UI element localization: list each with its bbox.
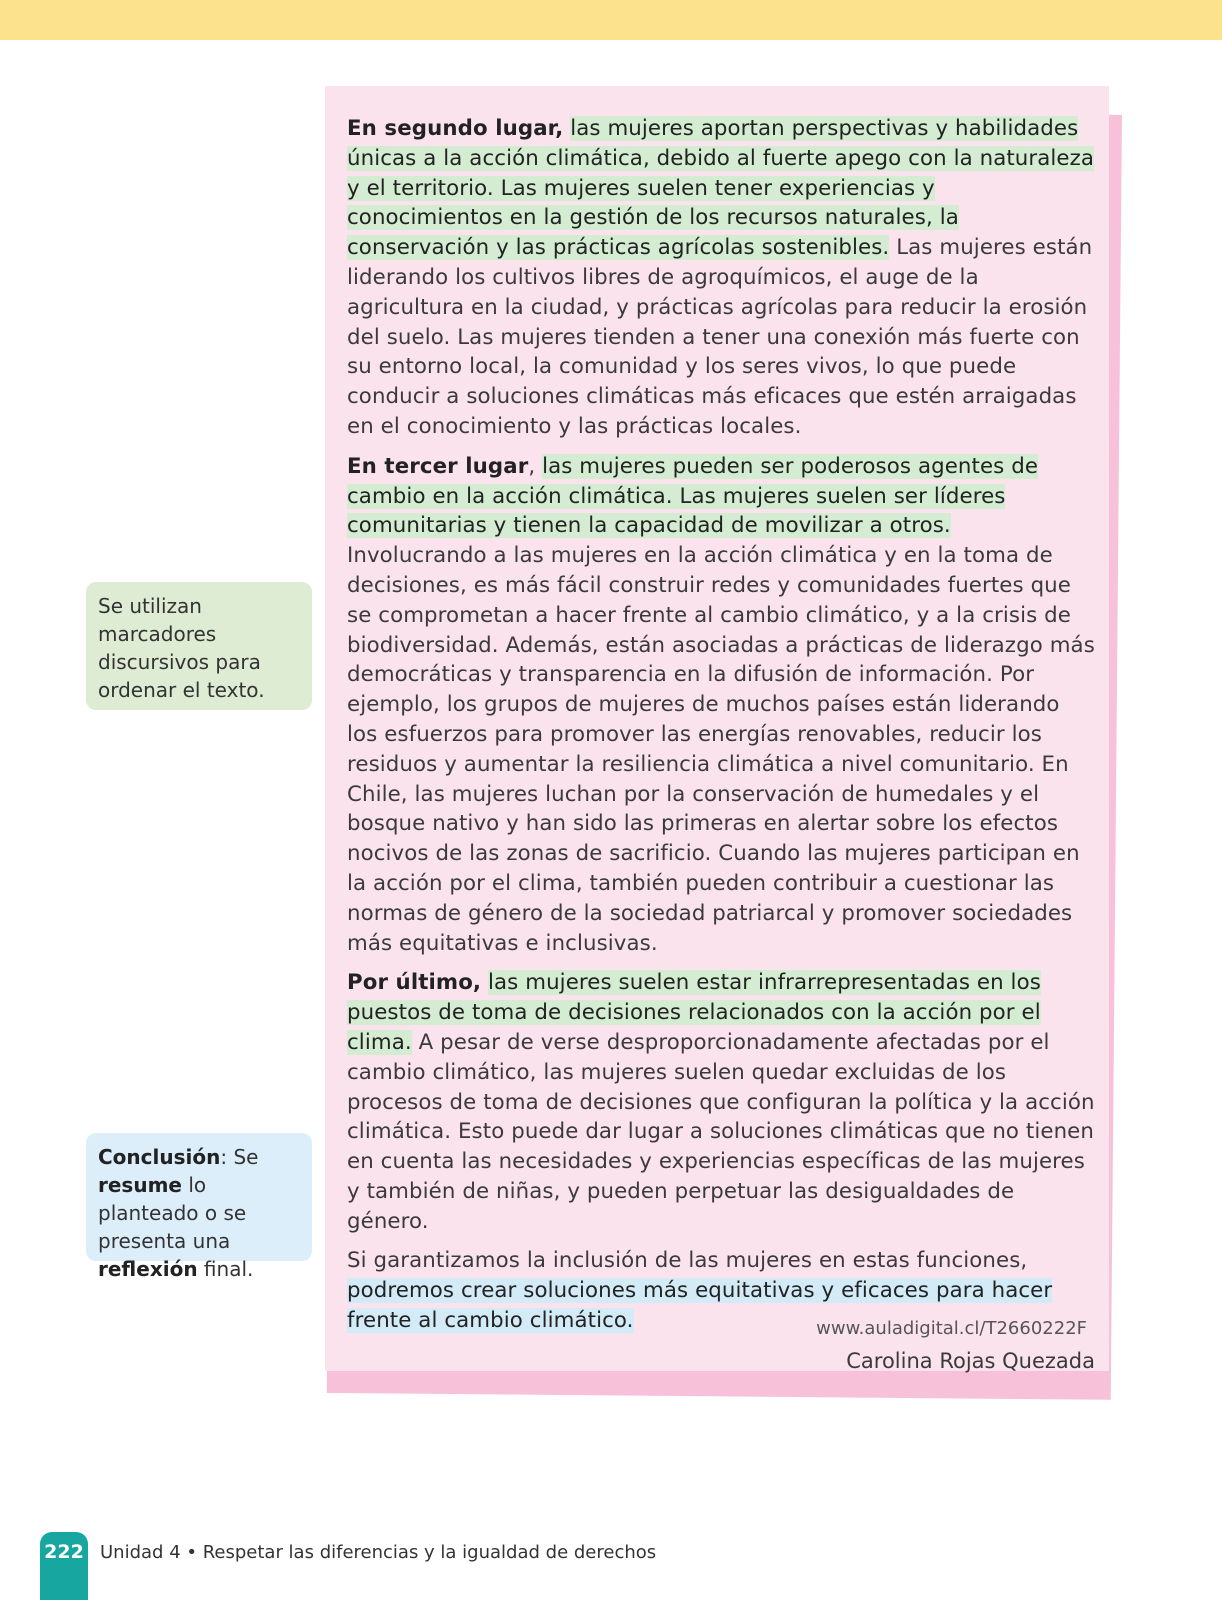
sidenote-text: final. xyxy=(197,1257,254,1281)
source-link[interactable]: www.auladigital.cl/T2660222F xyxy=(816,1318,1087,1339)
paragraph-last-point xyxy=(347,968,1095,1236)
page-number: 222 xyxy=(40,1532,88,1600)
paragraph-third-point xyxy=(347,452,1095,959)
supporting-text: A pesar de verse desproporcionadamente afectadas por el cambio climático, las mujeres suelen quedar excluidas de los procesos de toma de decisiones que configuran la política y la acción climática. Esto puede dar lugar a soluciones climáticas que no tienen en cuenta las necesidades y experiencias específicas de las mujeres y también de niñas, y pueden perpetuar las desigualdades de género. xyxy=(347,1029,1095,1234)
conclusion-intro: Si garantizamos la inclusión de las mujeres en estas funciones, xyxy=(347,1248,1028,1274)
unit-title: Unidad 4 • Respetar las diferencias y la igualdad de derechos xyxy=(100,1542,657,1563)
supporting-text: Las mujeres están liderando los cultivos libres de agroquímicos, el auge de la agricultura en la ciudad, y prácticas agrícolas para reducir la erosión del suelo. Las mujeres tienden a tener una conexión más fuerte con su entorno local, la comunidad y los seres vivos, lo que puede conducir a soluciones climáticas más eficaces que estén arraigadas en el conocimiento y las prácticas locales. xyxy=(347,235,1093,439)
sidenote-text: lo planteado o se presenta una xyxy=(98,1173,247,1253)
page-footer xyxy=(0,1532,1222,1600)
sidenote-discourse-markers xyxy=(86,582,312,710)
sidenote-conclusion xyxy=(86,1133,312,1281)
article-body xyxy=(347,114,1095,1376)
conclusion-highlight: podremos crear soluciones más equitativas y eficaces para hacer frente al cambio climático. xyxy=(347,1278,1053,1334)
top-color-band xyxy=(0,0,1222,40)
discourse-marker: Por último, xyxy=(347,970,482,996)
supporting-text: Involucrando a las mujeres en la acción climática y en la toma de decisiones, es más fácil construir redes y comunidades fuertes que se comprometan a hacer frente al cambio climático, y a la crisis de biodiversidad. Además, están asociadas a prácticas de liderazgo más democráticas y transparencia en la difusión de información. Por ejemplo, los grupos de mujeres de muchos países están liderando los esfuerzos para promover las energías renovables, reducir los residuos y aumentar la resiliencia climática a nivel comunitario. En Chile, las mujeres luchan por la conservación de humedales y el bosque nativo y han sido las primeras en alertar sobre los efectos nocivos de las zonas de sacrificio. Cuando las mujeres participan en la acción por el clima, también pueden contribuir a cuestionar las normas de género de la sociedad patriarcal y promover sociedades más equitativas e inclusivas. xyxy=(347,543,1095,956)
sidenote-text: : Se xyxy=(220,1145,259,1169)
highlighted-idea: las mujeres pueden ser poderosos agentes de cambio en la acción climática. Las mujeres suelen ser líderes comunitarias y tienen la capacidad de movilizar a otros. xyxy=(347,453,1039,539)
sidenote-text: Se utilizan marcadores discursivos para ordenar el texto. xyxy=(98,594,265,702)
highlighted-idea: las mujeres aportan perspectivas y habilidades únicas a la acción climática, debido al fuerte apego con la naturaleza y el territorio. Las mujeres suelen tener experiencias y conocimientos en la gestión de los recursos naturales, la conservación y las prácticas agrícolas sostenibles. xyxy=(347,116,1095,261)
highlighted-idea: las mujeres suelen estar infrarrepresentadas en los puestos de toma de decisiones relacionados con la acción por el clima. xyxy=(347,970,1041,1055)
sidenote-keyword: reflexión xyxy=(98,1257,198,1281)
punctuation: , xyxy=(528,453,536,479)
sidenote-term: Conclusión xyxy=(98,1145,221,1169)
author-name: Carolina Rojas Quezada xyxy=(846,1348,1095,1373)
article-note xyxy=(325,86,1109,1371)
discourse-marker: En segundo lugar, xyxy=(347,116,564,141)
sidenote-keyword: resume xyxy=(98,1173,182,1197)
paragraph-second-point xyxy=(347,114,1095,442)
discourse-marker: En tercer lugar xyxy=(347,453,529,479)
